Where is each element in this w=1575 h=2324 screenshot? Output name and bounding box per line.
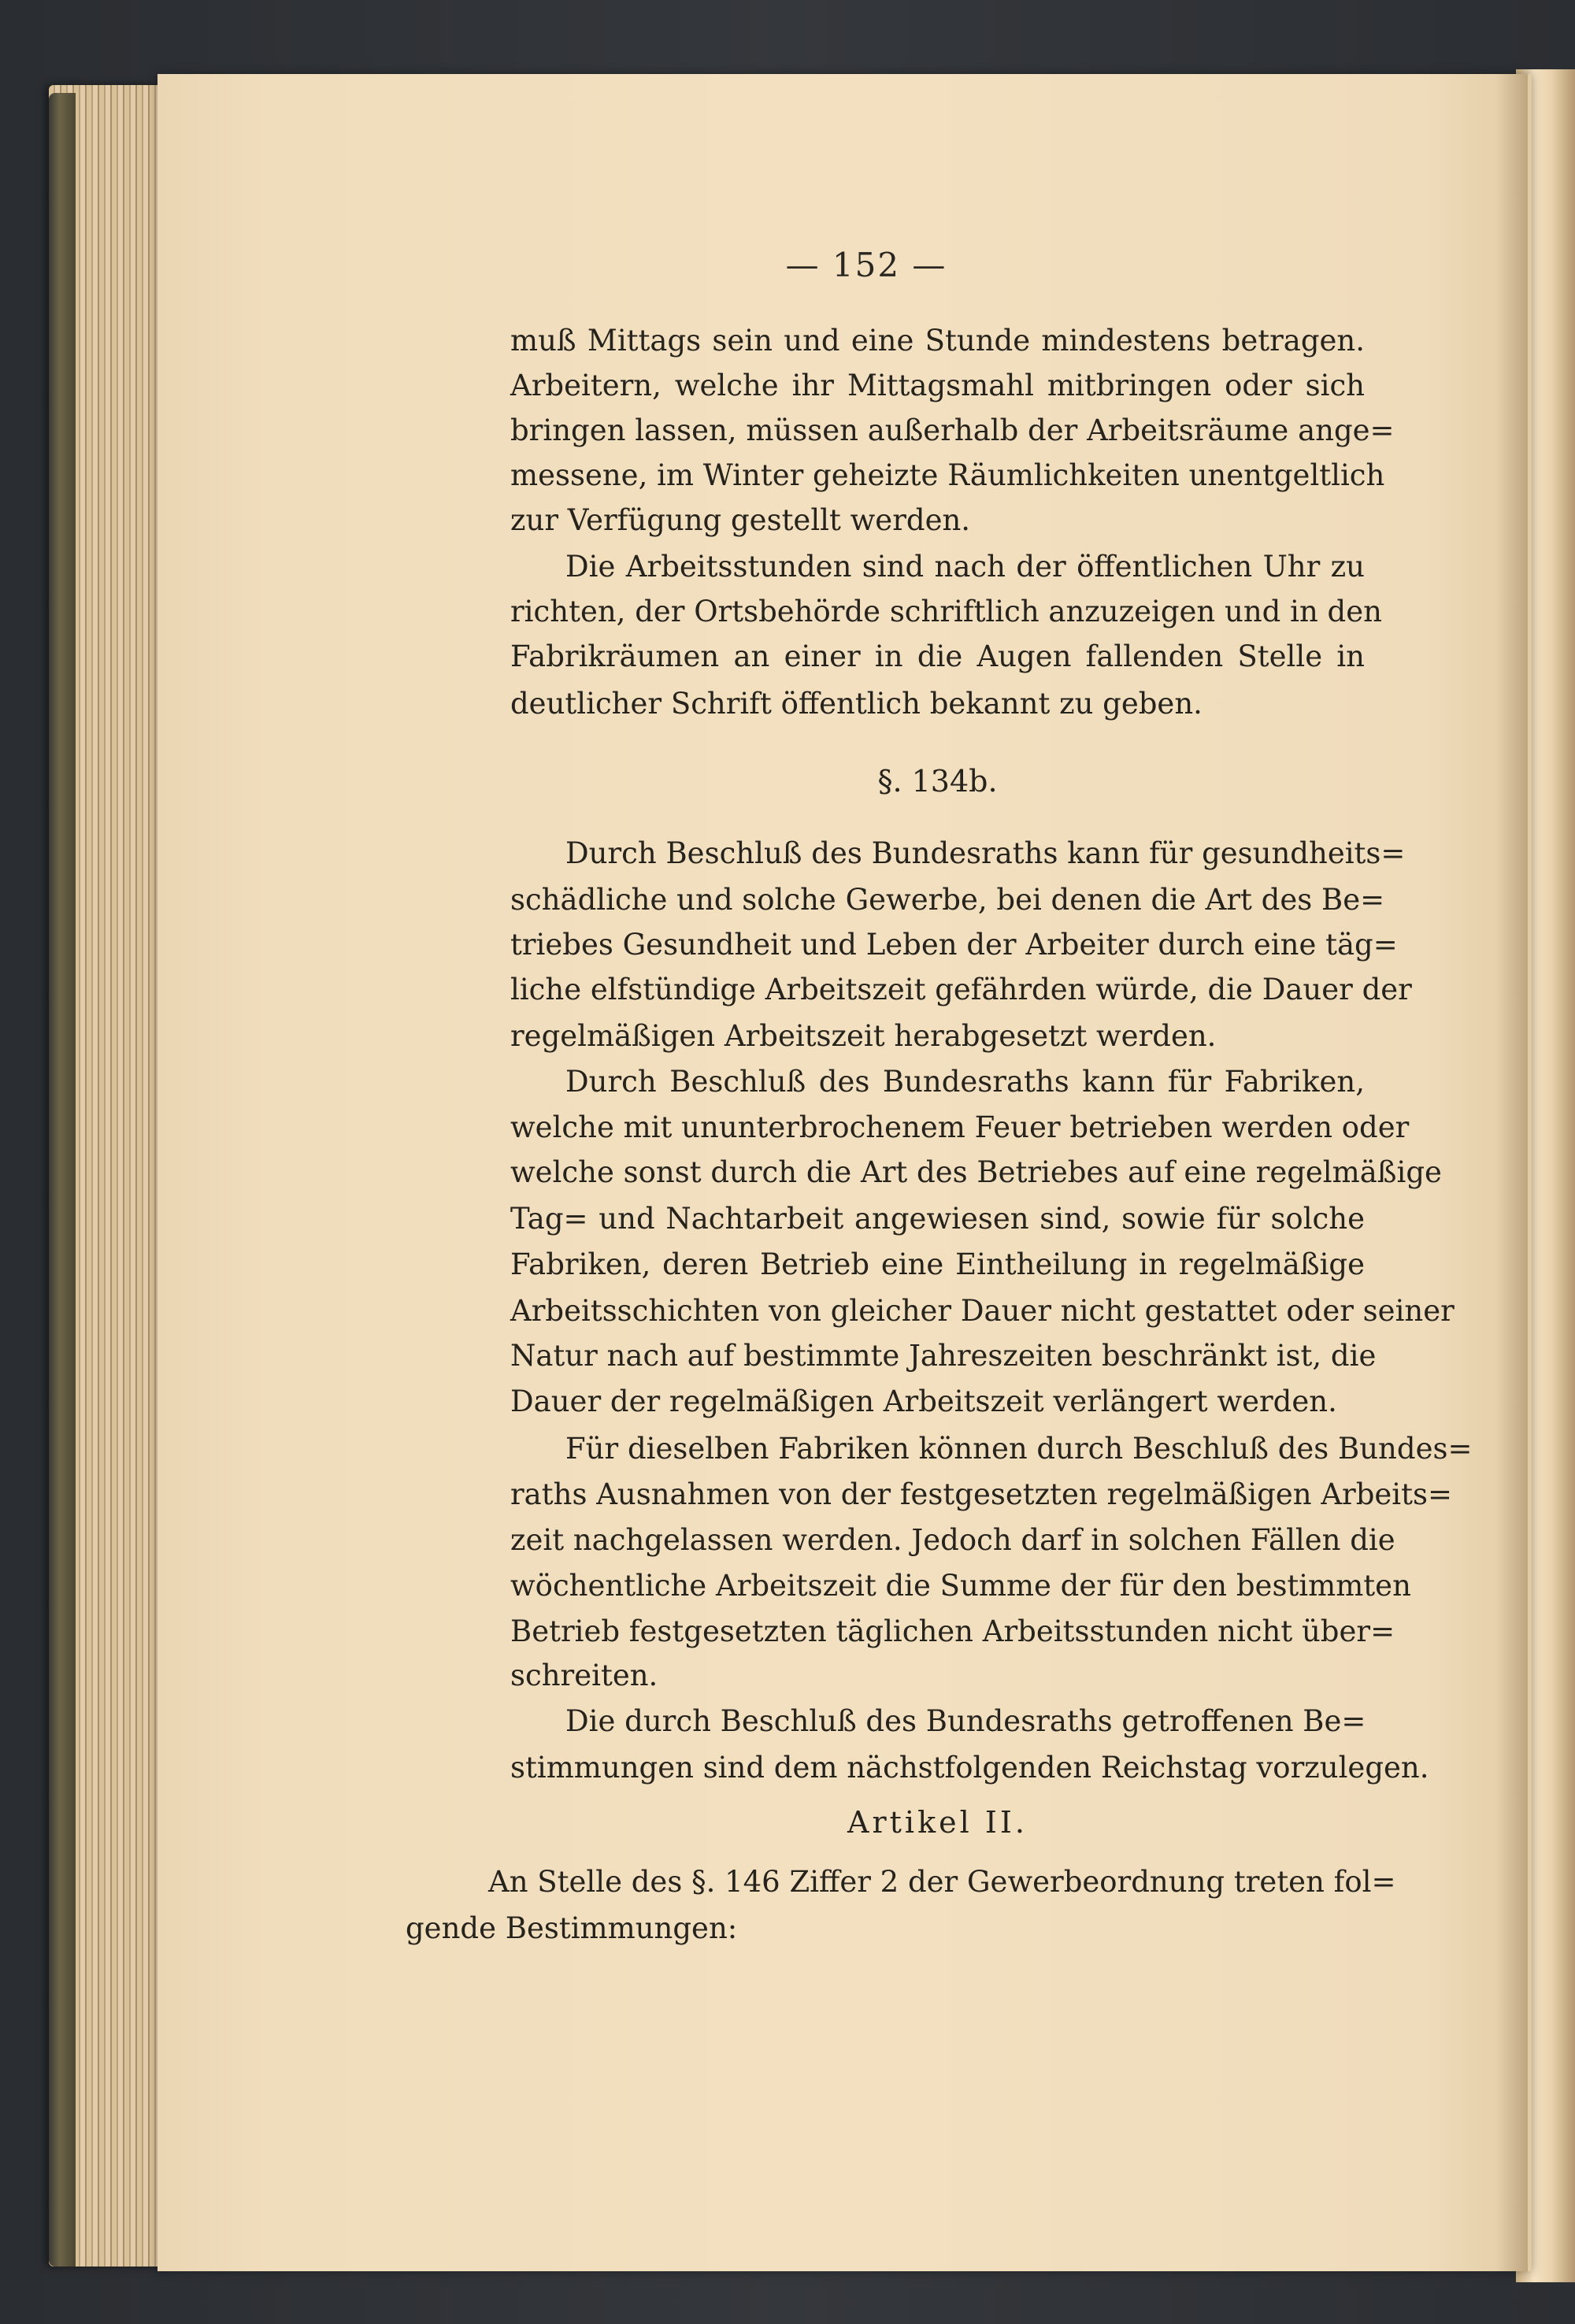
article-heading: Artikel II.	[847, 1805, 1028, 1840]
text-line: regelmäßigen Arbeitszeit herabgesetzt werden.	[510, 1019, 1217, 1053]
text-line: Tag= und Nachtarbeit angewiesen sind, sowie für solche	[510, 1202, 1365, 1236]
text-line: Die durch Beschluß des Bundesraths getroffenen Be=	[565, 1704, 1366, 1738]
text-line: bringen lassen, müssen außerhalb der Arbeitsräume ange=	[510, 413, 1395, 447]
text-line: An Stelle des §. 146 Ziffer 2 der Gewerbeordnung treten fol=	[488, 1865, 1396, 1899]
book-binding	[49, 93, 76, 2267]
text-line: Fabriken, deren Betrieb eine Eintheilung in regelmäßige	[510, 1247, 1365, 1281]
text-line: messene, im Winter geheizte Räumlichkeiten unentgeltlich	[510, 458, 1385, 492]
text-line: Die Arbeitsstunden sind nach der öffentlichen Uhr zu	[565, 550, 1365, 584]
text-line: gende Bestimmungen:	[406, 1911, 738, 1945]
text-line: triebes Gesundheit und Leben der Arbeiter durch eine täg=	[510, 928, 1398, 962]
text-line: welche mit ununterbrochenem Feuer betrieben werden oder	[510, 1110, 1410, 1144]
text-line: zeit nachgelassen werden. Jedoch darf in solchen Fällen die	[510, 1523, 1395, 1557]
text-line: Arbeitsschichten von gleicher Dauer nicht gestattet oder seiner	[510, 1294, 1455, 1328]
text-line: zur Verfügung gestellt werden.	[510, 503, 971, 537]
text-line: schädliche und solche Gewerbe, bei denen die Art des Be=	[510, 883, 1385, 917]
text-line: Betrieb festgesetzten täglichen Arbeitsstunden nicht über=	[510, 1614, 1395, 1648]
text-line: Arbeitern, welche ihr Mittagsmahl mitbringen oder sich	[510, 369, 1365, 402]
text-line: Fabrikräumen an einer in die Augen fallenden Stelle in	[510, 639, 1365, 673]
text-line: Durch Beschluß des Bundesraths kann für Fabriken,	[565, 1065, 1365, 1099]
gutter-shadow	[1496, 74, 1528, 2271]
text-line: schreiten.	[510, 1659, 658, 1692]
text-line: stimmungen sind dem nächstfolgenden Reichstag vorzulegen.	[510, 1751, 1429, 1785]
text-line: deutlicher Schrift öffentlich bekannt zu geben.	[510, 687, 1203, 721]
text-line: richten, der Ortsbehörde schriftlich anzuzeigen und in den	[510, 595, 1382, 628]
text-line: Natur nach auf bestimmte Jahreszeiten beschränkt ist, die	[510, 1339, 1377, 1373]
text-line: Für dieselben Fabriken können durch Beschluß des Bundes=	[565, 1432, 1473, 1466]
text-line: raths Ausnahmen von der festgesetzten regelmäßigen Arbeits=	[510, 1477, 1452, 1511]
text-line: muß Mittags sein und eine Stunde mindestens betragen.	[510, 324, 1365, 358]
text-line: Durch Beschluß des Bundesraths kann für gesundheits=	[565, 836, 1406, 870]
text-line: wöchentliche Arbeitszeit die Summe der für den bestimmten	[510, 1569, 1411, 1603]
page-number: — 152 —	[785, 246, 947, 284]
text-line: Dauer der regelmäßigen Arbeitszeit verlängert werden.	[510, 1384, 1337, 1418]
section-heading: §. 134b.	[877, 764, 998, 799]
text-line: liche elfstündige Arbeitszeit gefährden würde, die Dauer der	[510, 973, 1412, 1006]
text-line: welche sonst durch die Art des Betriebes auf eine regelmäßige	[510, 1155, 1442, 1189]
